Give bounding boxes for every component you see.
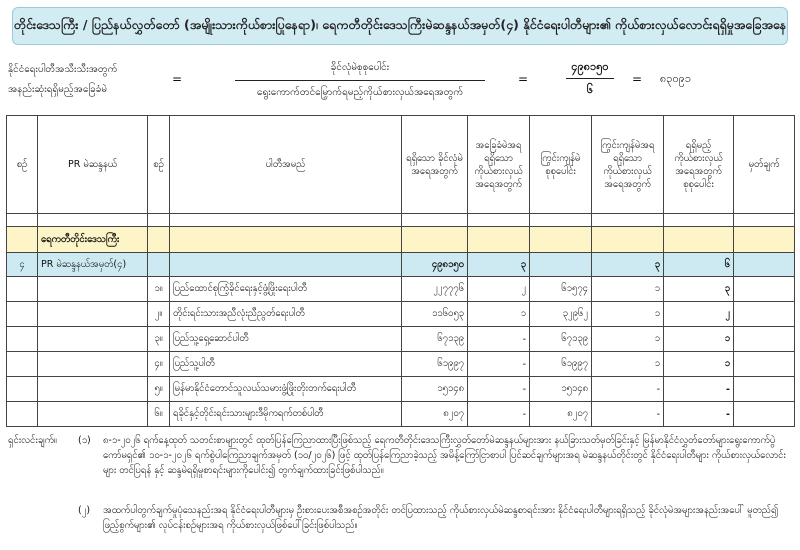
basic-seats: - [468,377,530,402]
remainder-seats: - [592,402,664,427]
party-row [7,402,795,427]
party-row [7,352,795,377]
header-sr: စဉ် [7,116,38,214]
remainder-votes: ၃၂၉၆၂ [530,302,592,327]
pr-name: PR မဲဆန္ဒနယ်အမှတ်(၄) [38,253,148,277]
pr-valid: ၄၉၈၁၅၀ [402,253,468,277]
seats-total: ၆ [586,83,594,96]
remainder-votes: ၆၁၉၉၇ [530,352,592,377]
notes-heading: ရှင်းလင်းချက်။ [8,435,57,446]
pr-rem-seats: ၃ [592,253,664,277]
party-row [7,377,795,402]
header-total: ရရှိမည့် ကိုယ်စားလှယ် အရေအတွက် စုစုပေါင်း [664,116,734,214]
basic-seats: ၁ [468,302,530,327]
total-seats: ၁ [664,352,734,377]
remainder-seats: ၁ [592,327,664,352]
spacer-row [7,214,795,227]
party-row [7,302,795,327]
basic-seats: - [468,352,530,377]
valid-votes: ၂၂၇၇၇၆ [402,277,468,302]
valid-votes: ၈၂၀၇ [402,402,468,427]
basic-seats: - [468,327,530,352]
region-row [7,227,795,253]
region-name: ရေကတီတိုင်းဒေသကြီး [38,227,148,253]
header-sr2: စဉ် [148,116,170,214]
note-number: (၁) [78,435,91,446]
header-valid: ရရှိသော ခိုင်လုံမဲ အရေအတွက် [402,116,468,214]
total-seats: - [664,402,734,427]
header-party: ပါတီအမည် [170,116,402,214]
row-sr: ၂။ [148,302,170,327]
party-row [7,277,795,302]
row-sr: ၆။ [148,402,170,427]
basic-seats: - [468,402,530,427]
total-seats: ၁ [664,327,734,352]
pr-remainder [530,253,592,277]
party-name: ရခိုင်နှင့်တိုင်းရင်းသားများဒီမိုကရက်တစ်ပါတီ [170,402,402,427]
remainder-seats: - [592,377,664,402]
valid-votes-total: ၄၉၈၁၅၀ [571,60,609,73]
header-pr: PR မဲဆန္ဒနယ် [38,116,148,214]
page-title: တိုင်းဒေသကြီး / ပြည်နယ်လွှတ်တော် (အမျိုးသားကိုယ်စားပြုနေရာ)၊ ရေကတီတိုင်းဒေသကြီးမဲဆန္ဒနယ်အမှတ်(၄) နိုင်ငံရေးပါတီများ၏ ကိုယ်စားလှယ်လောင်းရရှိမှုအခြေအနေ [12,7,788,45]
row-sr: ၁။ [148,277,170,302]
quota-formula [0,50,800,112]
row-sr: ၃။ [148,327,170,352]
pr-sr: ၄ [7,253,38,277]
remainder-seats: ၁ [592,302,664,327]
equals-sign: = [632,72,643,86]
header-rem-seats: ကြွင်းကျန်မဲအရ ရရှိသော ကိုယ်စားလှယ် အရေအတွက် [592,116,664,214]
remainder-seats: ၁ [592,352,664,377]
party-name: ပြည်ထောင်စုကြံ့ခိုင်ရေးနှင့်ဖွံ့ဖြိုးရေးပါတီ [170,277,402,302]
note-text: အထက်ပါတွက်ချက်မှုပုံသေနည်းအရ နိုင်ငံရေးပါတီများမှ ဦးစားပေးအစီအစဉ်အတိုင်း တင်ပြထားသည့် ကိုယ်စားလှယ်မဲဆန္ဒစာရင်းအား နိုင်ငံရေးပါတီများရရှိသည့် ခိုင်လုံမဲအများအနည်းအပေါ် မူတည်၍ ဖြည့်စွက်များ၏ လုပ်ငန်းစဉ်များအရ ကိုယ်စားလှယ်ဖြစ်ပေါ်ခြင်းဖြစ်ပါသည်။ [103,505,779,531]
pr-total: ၆ [664,253,734,277]
header-remainder: ကြွင်းကျန်မဲ စုစုပေါင်း [530,116,592,214]
total-seats: ၃ [664,277,734,302]
row-sr: ၄။ [148,352,170,377]
formula-denominator: ရွေးကောက်တင်မြှောက်ရမည့်ကိုယ်စားလှယ်အရေအတွက် [256,87,464,98]
formula-label [8,60,158,100]
note-text: ၈-၁-၂၀၂၆ ရက်နေ့ထုတ် သတင်းစာများတွင် ထုတ်ပြန်ကြေညာထားပြီးဖြစ်သည့် ရေကတီတိုင်းဒေသကြီးလွှတ်တော်မဲဆန္ဒနယ်များအား နယ်ခြားသတ်မှတ်ခြင်းနှင့် မြန်မာနိုင်ငံလွှတ်တော်များရွေးကောက်ပွဲ ကော်မရှင်၏ ၁၀-၁-၂၀၂၆ ရက်စွဲပါကြေညာချက်အမှတ် (၁၀/၂၀၂၆) ဖြင့် ထုတ်ပြန်ကြေညာခဲ့သည့် အမိန့်ကြော်ငြာစာပါ ပြင်ဆင်ချက်များအရ မဲဆန္ဒနယ်တိုင်းတွင် နိုင်ငံရေးပါတီများ ကိုယ်စားလှယ်လောင်းများ တင်ပြရန် နှင့် ဆန္ဒမဲရရှိမှုစာရင်းများကိုပေါင်း၍ တွက်ချက်ထားခြင်းဖြစ်ပါသည်။ [103,435,786,476]
note-number: (၂) [78,505,91,516]
remainder-votes: ၆၁၅၇၄ [530,277,592,302]
party-name: တိုင်းရင်းသားအညီလုံးညီညွတ်ရေးပါတီ [170,302,402,327]
party-row [7,327,795,352]
valid-votes: ၆၁၉၉၇ [402,352,468,377]
row-sr: ၅။ [148,377,170,402]
equals-sign: = [172,72,183,86]
header-remark: မှတ်ချက် [734,116,795,214]
total-seats: - [664,377,734,402]
formula-numerator: ခိုင်လုံမဲစုစုပေါင်း [330,62,390,73]
party-name: ပြည်သူ့ပါတီ [170,352,402,377]
formula-label-line2: အနည်းဆုံးရရှိမည့်အခြေခံမဲ [8,84,108,95]
pr-basic: ၃ [468,253,530,277]
formula-label-line1: နိုင်ငံရေးပါတီအသီးသီးအတွက် [8,64,118,75]
remainder-votes: ၈၂၀၇ [530,402,592,427]
party-name: ပြည်သူ့ရှေ့ဆောင်ပါတီ [170,327,402,352]
pr-constituency-row [7,253,795,277]
fraction-line [235,80,485,81]
valid-votes: ၆၇၁၃၉ [402,327,468,352]
total-seats: ၂ [664,302,734,327]
remainder-seats: ၁ [592,277,664,302]
remainder-votes: ၁၅၁၄၈ [530,377,592,402]
header-basic: အခြေခံမဲအရ ရရှိသော ကိုယ်စားလှယ် အရေအတွက် [468,116,530,214]
valid-votes: ၁၅၁၄၈ [402,377,468,402]
valid-votes: ၁၁၆၀၅၃ [402,302,468,327]
equals-sign: = [518,72,529,86]
results-table [6,115,795,427]
basic-seats: ၂ [468,277,530,302]
quota-result: ၈၃၀၉၁ [660,72,692,85]
fraction-line [566,78,614,79]
party-name: မြန်မာနိုင်ငံတောင်သူလယ်သမားဖွံ့ဖြိုးတိုးတက်ရေးပါတီ [170,377,402,402]
header-row [7,116,795,214]
remainder-votes: ၆၇၁၃၉ [530,327,592,352]
